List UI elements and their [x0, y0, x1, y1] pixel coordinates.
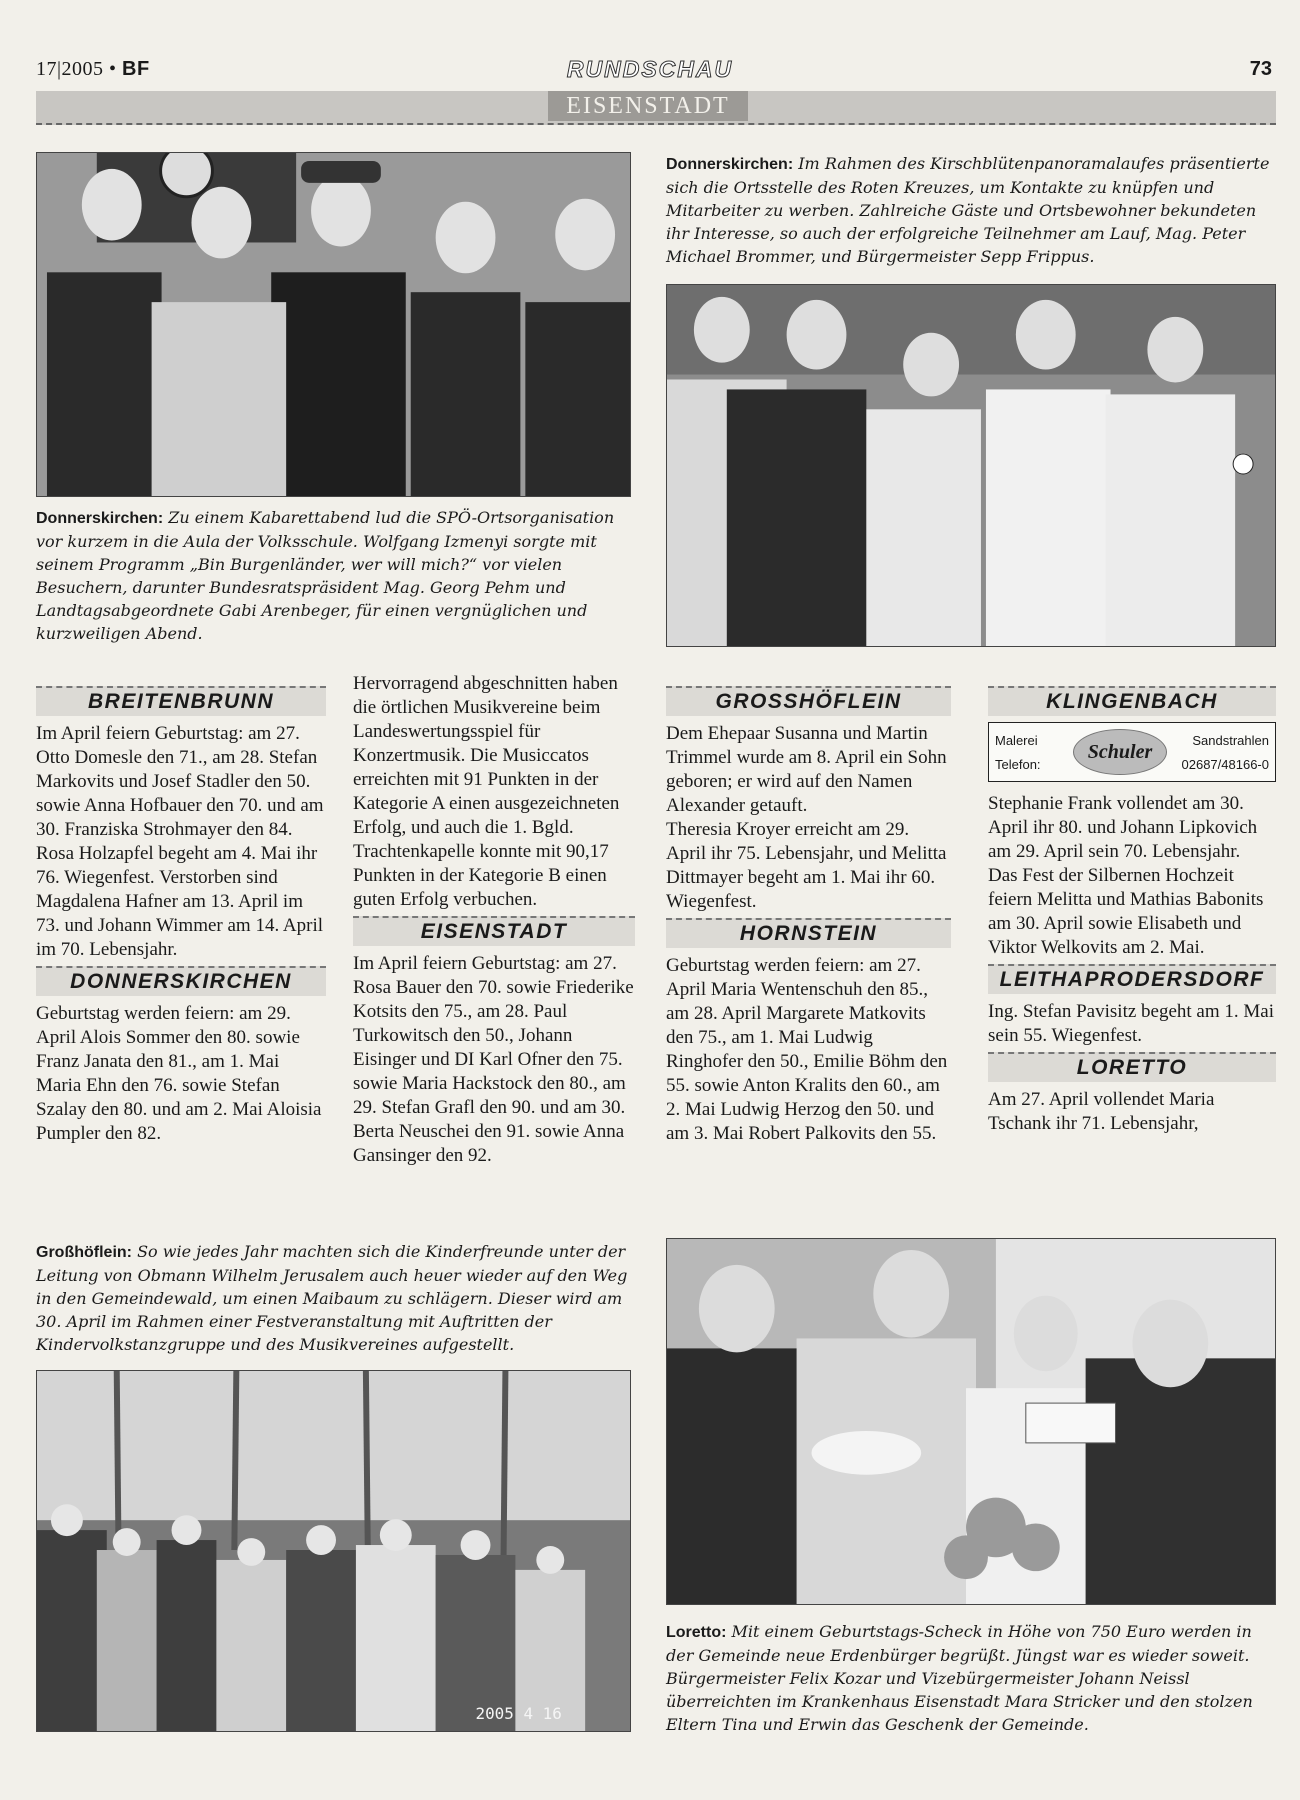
caption-place: Großhöflein: [36, 1244, 132, 1261]
column-3 [666, 682, 951, 1146]
text-grosshoeflein-1: Dem Ehepaar Susanna und Martin Trimmel wurde am 8. April ein Sohn geboren; er wird auf den Namen Alexander getauft. [666, 723, 947, 816]
issue-number: 17|2005 [36, 58, 104, 80]
column-2 [353, 672, 635, 1168]
caption-text: Zu einem Kabarettabend lud die SPÖ-Ortsorganisation vor kurzem in die Aula der Volksschule. Wolfgang Izmenyi sorgte mit seinem Programm „Bin Burgenländer, wer will mich?“ vor vielen Besuchern, darunter Bundesratspräsident Mag. Georg Pehm und Landtagsabgeordnete Gabi Arenbeger, für einen vergnüglichen und kurzweiligen Abend. [36, 508, 615, 643]
heading-breitenbrunn: BREITENBRUNN [36, 686, 326, 716]
region-title: EISENSTADT [548, 91, 748, 121]
caption-kirschbluete [666, 152, 1276, 268]
text-donnerskirchen: Geburtstag werden feiern: am 29. April Alois Sommer den 80. sowie Franz Janata den 81., am 1. Mai Maria Ehn den 76. sowie Stefan Szalay den 80. und am 2. Mai Aloisia Pumpler den 82. [36, 1003, 322, 1144]
text-leithaprodersdorf: Ing. Stefan Pavisitz begeht am 1. Mai sein 55. Wiegenfest. [988, 1001, 1274, 1046]
caption-text: Im Rahmen des Kirschblütenpanoramalaufes präsentierte sich die Ortsstelle des Roten Kreuzes, um Kontakte zu knüpfen und Mitarbeiter zu werben. Zahlreiche Gäste und Ortsbewohner bekundeten ihr Interesse, so auch der erfolgreiche Teilnehmer am Lauf, Mag. Peter Michael Brommer, und Bürgermeister Sepp Frippus. [666, 154, 1270, 266]
caption-text: Mit einem Geburtstags-Scheck in Höhe von 750 Euro werden in der Gemeinde neue Erdenbürger begrüßt. Jüngst war es wieder soweit. Bürgermeister Felix Kozar und Vizebürgermeister Johann Neissl überreichten im Krankenhaus Eisenstadt Mara Stricker und den stolzen Eltern Tina und Erwin das Geschenk der Gemeinde. [666, 1622, 1253, 1734]
text-musikvereine: Hervorragend abgeschnitten haben die örtlichen Musikvereine beim Landeswertungsspiel für Konzertmusik. Die Musiccatos erreichten mit 91 Punkten in der Kategorie A einen ausgezeichneten Erfolg, und auch die 1. Bgld. Trachtenkapelle konnte mit 90,17 Punkten in der Kategorie B einen guten Erfolg verbuchen. [353, 673, 620, 910]
photo-date-stamp: 2005 4 16 [475, 1704, 562, 1724]
text-eisenstadt: Im April feiern Geburtstag: am 27. Rosa Bauer den 70. sowie Friederike Kotsits den 75., am 28. Paul Turkowitsch den 50., Johann Eisinger und DI Karl Ofner den 75. sowie Maria Hackstock den 80., am 29. Stefan Grafl den 90. und am 30. Berta Neuschei den 91. sowie Anna Gansinger den 92. [353, 953, 634, 1166]
photo-loretto [666, 1238, 1276, 1605]
heading-grosshoeflein: GROSSHÖFLEIN [666, 686, 951, 716]
heading-donnerskirchen: DONNERSKIRCHEN [36, 966, 326, 996]
caption-place: Donnerskirchen: [36, 510, 164, 527]
text-grosshoeflein-2: Theresia Kroyer erreicht am 29. April ihr 75. Lebensjahr, und Melitta Dittmayer begeht am 1. Mai ihr 60. Wiegenfest. [666, 819, 947, 912]
ad-phone-number: 02687/48166-0 [1181, 757, 1269, 772]
section-title: RUNDSCHAU [566, 56, 734, 82]
heading-leithaprodersdorf: LEITHAPRODERSDORF [988, 964, 1276, 994]
page-number: 73 [1249, 58, 1272, 80]
text-loretto: Am 27. April vollendet Maria Tschank ihr 71. Lebensjahr, [988, 1089, 1215, 1134]
ad-service-left: Malerei [995, 733, 1038, 748]
caption-kabarett [36, 506, 631, 645]
caption-loretto [666, 1620, 1276, 1736]
paper-name: BF [122, 58, 150, 80]
ad-service-right: Sandstrahlen [1192, 733, 1269, 748]
photo-rotes-kreuz [666, 284, 1276, 647]
caption-text: So wie jedes Jahr machten sich die Kinderfreunde unter der Leitung von Obmann Wilhelm Jerusalem auch heuer wieder auf den Weg in den Gemeindewald, um einen Maibaum zu schlägern. Dieser wird am 30. April im Rahmen einer Festveranstaltung mit Auftritten der Kindervolkstanzgruppe und des Musikvereines aufgestellt. [36, 1242, 628, 1354]
text-breitenbrunn: Im April feiern Geburtstag: am 27. Otto Domesle den 71., am 28. Stefan Markovits und Josef Stadler den 50. sowie Anna Hofbauer den 70. und am 30. Franziska Strohmayer den 84. Rosa Holzapfel begeht am 4. Mai ihr 76. Wiegenfest. Verstorben sind Magdalena Hafner am 13. April im 73. und Johann Wimmer am 14. April im 70. Lebensjahr. [36, 723, 324, 960]
caption-place: Loretto: [666, 1624, 727, 1641]
heading-hornstein: HORNSTEIN [666, 918, 951, 948]
text-klingenbach-1: Stephanie Frank vollendet am 30. April ihr 80. und Johann Lipkovich am 29. April sein 70. Lebensjahr. [988, 793, 1258, 862]
heading-loretto: LORETTO [988, 1052, 1276, 1082]
heading-eisenstadt: EISENSTADT [353, 916, 635, 946]
heading-klingenbach: KLINGENBACH [988, 686, 1276, 716]
ad-logo: Schuler [1073, 729, 1167, 775]
text-hornstein: Geburtstag werden feiern: am 27. April Maria Wentenschuh den 85., am 28. April Margarete Matkovits den 75., am 1. Mai Ludwig Ringhofer den 50., Emilie Böhm den 55. sowie Anton Kralits den 60., am 2. Mai Ludwig Herzog den 50. und am 3. Mai Robert Palkovits den 55. [666, 955, 948, 1144]
caption-maibaum [36, 1240, 631, 1356]
photo-maibaum [36, 1370, 631, 1732]
text-klingenbach-2: Das Fest der Silbernen Hochzeit feiern Melitta und Mathias Babonits am 30. April sowie Elisabeth und Viktor Welkovits am 2. Mai. [988, 865, 1264, 958]
photo-kabarett [36, 152, 631, 497]
issue-bullet: • [109, 58, 117, 80]
advertisement-schuler [988, 722, 1276, 782]
issue-info [36, 58, 150, 81]
ad-phone-label: Telefon: [995, 757, 1041, 772]
column-4 [988, 682, 1276, 1136]
caption-place: Donnerskirchen: [666, 156, 794, 173]
column-1 [36, 682, 326, 1146]
